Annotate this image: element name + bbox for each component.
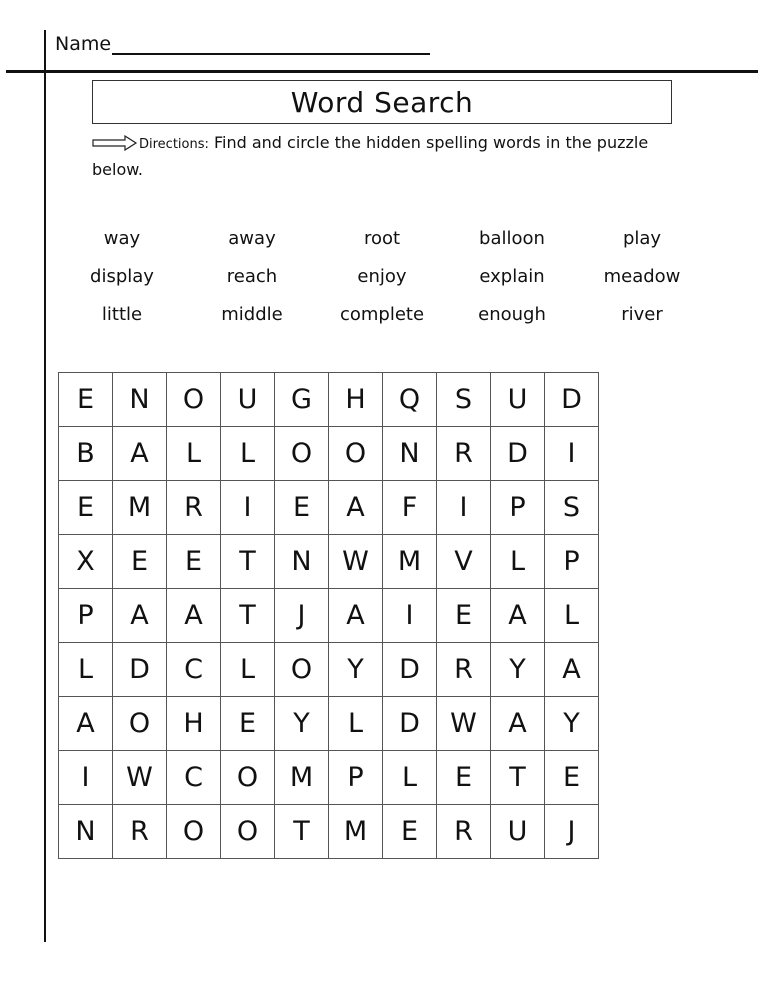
grid-cell[interactable]: A bbox=[545, 643, 599, 697]
grid-cell[interactable]: A bbox=[113, 427, 167, 481]
grid-cell[interactable]: M bbox=[329, 805, 383, 859]
grid-cell[interactable]: O bbox=[167, 805, 221, 859]
grid-cell[interactable]: A bbox=[167, 589, 221, 643]
grid-cell[interactable]: E bbox=[437, 751, 491, 805]
grid-cell[interactable]: O bbox=[113, 697, 167, 751]
grid-cell[interactable]: E bbox=[437, 589, 491, 643]
grid-cell[interactable]: C bbox=[167, 643, 221, 697]
word-item: root bbox=[363, 228, 401, 249]
grid-cell[interactable]: P bbox=[329, 751, 383, 805]
grid-cell[interactable]: N bbox=[113, 373, 167, 427]
grid-cell[interactable]: O bbox=[167, 373, 221, 427]
name-row bbox=[55, 33, 430, 55]
grid-cell[interactable]: I bbox=[59, 751, 113, 805]
word-item: explain bbox=[479, 266, 545, 287]
grid-cell[interactable]: U bbox=[221, 373, 275, 427]
name-blank-line[interactable] bbox=[112, 36, 430, 55]
grid-cell[interactable]: L bbox=[167, 427, 221, 481]
margin-vertical-line bbox=[44, 30, 46, 942]
grid-cell[interactable]: X bbox=[59, 535, 113, 589]
grid-cell[interactable]: R bbox=[113, 805, 167, 859]
word-item: reach bbox=[226, 266, 278, 287]
grid-cell[interactable]: D bbox=[383, 643, 437, 697]
grid-cell[interactable]: O bbox=[329, 427, 383, 481]
grid-cell[interactable]: A bbox=[329, 589, 383, 643]
grid-cell[interactable]: O bbox=[275, 427, 329, 481]
grid-cell[interactable]: D bbox=[113, 643, 167, 697]
grid-cell[interactable]: E bbox=[383, 805, 437, 859]
directions-text: Find and circle the hidden spelling words in the puzzle below. bbox=[92, 133, 649, 179]
grid-cell[interactable]: T bbox=[221, 535, 275, 589]
grid-cell[interactable]: Q bbox=[383, 373, 437, 427]
grid-cell[interactable]: L bbox=[221, 427, 275, 481]
name-label: Name bbox=[55, 33, 112, 55]
grid-cell[interactable]: M bbox=[383, 535, 437, 589]
grid-cell[interactable]: D bbox=[491, 427, 545, 481]
grid-cell[interactable]: R bbox=[437, 805, 491, 859]
grid-cell[interactable]: N bbox=[383, 427, 437, 481]
grid-cell[interactable]: R bbox=[167, 481, 221, 535]
grid-cell[interactable]: Y bbox=[545, 697, 599, 751]
word-item: away bbox=[228, 228, 276, 249]
grid-cell[interactable]: H bbox=[167, 697, 221, 751]
grid-cell[interactable]: S bbox=[545, 481, 599, 535]
grid-cell[interactable]: O bbox=[221, 751, 275, 805]
word-item: river bbox=[621, 304, 663, 325]
word-search-grid bbox=[58, 372, 599, 859]
grid-cell[interactable]: A bbox=[491, 589, 545, 643]
grid-cell[interactable]: R bbox=[437, 643, 491, 697]
directions bbox=[92, 130, 692, 182]
grid-cell[interactable]: Y bbox=[275, 697, 329, 751]
word-item: display bbox=[90, 266, 154, 287]
grid-cell[interactable]: P bbox=[545, 535, 599, 589]
grid-cell[interactable]: V bbox=[437, 535, 491, 589]
grid-cell[interactable]: R bbox=[437, 427, 491, 481]
grid-cell[interactable]: I bbox=[383, 589, 437, 643]
grid-cell[interactable]: T bbox=[275, 805, 329, 859]
grid-cell[interactable]: A bbox=[113, 589, 167, 643]
grid-cell[interactable]: C bbox=[167, 751, 221, 805]
grid-cell[interactable]: S bbox=[437, 373, 491, 427]
grid-cell[interactable]: M bbox=[275, 751, 329, 805]
grid-cell[interactable]: F bbox=[383, 481, 437, 535]
word-item: complete bbox=[339, 304, 425, 325]
grid-cell[interactable]: G bbox=[275, 373, 329, 427]
grid-cell[interactable]: Y bbox=[491, 643, 545, 697]
grid-cell[interactable]: O bbox=[221, 805, 275, 859]
grid-cell[interactable]: L bbox=[221, 643, 275, 697]
grid-cell[interactable]: E bbox=[275, 481, 329, 535]
grid-cell[interactable]: L bbox=[59, 643, 113, 697]
grid-cell[interactable]: E bbox=[59, 373, 113, 427]
directions-label: Directions: bbox=[139, 137, 209, 152]
word-list bbox=[57, 226, 707, 327]
word-item: way bbox=[103, 228, 141, 249]
grid-cell[interactable]: T bbox=[221, 589, 275, 643]
grid-cell[interactable]: U bbox=[491, 373, 545, 427]
grid-cell[interactable]: D bbox=[545, 373, 599, 427]
grid-cell[interactable]: I bbox=[221, 481, 275, 535]
arrow-right-icon bbox=[92, 135, 138, 151]
grid-cell[interactable]: E bbox=[221, 697, 275, 751]
grid-cell[interactable]: B bbox=[59, 427, 113, 481]
grid-cell[interactable]: T bbox=[491, 751, 545, 805]
header-horizontal-line bbox=[6, 70, 758, 73]
grid-cell[interactable]: N bbox=[275, 535, 329, 589]
grid-cell[interactable]: D bbox=[383, 697, 437, 751]
grid-cell[interactable]: U bbox=[491, 805, 545, 859]
grid-cell[interactable]: H bbox=[329, 373, 383, 427]
grid-cell[interactable]: A bbox=[329, 481, 383, 535]
grid-cell[interactable]: L bbox=[329, 697, 383, 751]
word-item: middle bbox=[221, 304, 283, 325]
grid-cell[interactable]: W bbox=[329, 535, 383, 589]
grid-cell[interactable]: L bbox=[383, 751, 437, 805]
grid-cell[interactable]: I bbox=[545, 427, 599, 481]
grid-cell[interactable]: P bbox=[491, 481, 545, 535]
grid-cell[interactable]: P bbox=[59, 589, 113, 643]
grid-cell[interactable]: A bbox=[59, 697, 113, 751]
grid-cell[interactable]: Y bbox=[329, 643, 383, 697]
word-item: little bbox=[101, 304, 143, 325]
grid-cell[interactable]: L bbox=[491, 535, 545, 589]
grid-cell[interactable]: E bbox=[113, 535, 167, 589]
word-item: enough bbox=[478, 304, 546, 325]
grid-cell[interactable]: W bbox=[437, 697, 491, 751]
page-title: Word Search bbox=[290, 85, 474, 119]
grid-cell[interactable]: M bbox=[113, 481, 167, 535]
word-item: play bbox=[622, 228, 662, 249]
grid-cell[interactable]: L bbox=[545, 589, 599, 643]
grid-cell[interactable]: E bbox=[167, 535, 221, 589]
grid-cell[interactable]: W bbox=[113, 751, 167, 805]
grid-cell[interactable]: E bbox=[545, 751, 599, 805]
word-item: balloon bbox=[479, 228, 545, 249]
grid-cell[interactable]: A bbox=[491, 697, 545, 751]
grid-cell[interactable]: J bbox=[275, 589, 329, 643]
grid-cell[interactable]: I bbox=[437, 481, 491, 535]
word-item: meadow bbox=[603, 266, 681, 287]
grid-cell[interactable]: O bbox=[275, 643, 329, 697]
grid-cell[interactable]: E bbox=[59, 481, 113, 535]
grid-cell[interactable]: J bbox=[545, 805, 599, 859]
title-box bbox=[92, 80, 672, 124]
grid-cell[interactable]: N bbox=[59, 805, 113, 859]
word-item: enjoy bbox=[357, 266, 407, 287]
